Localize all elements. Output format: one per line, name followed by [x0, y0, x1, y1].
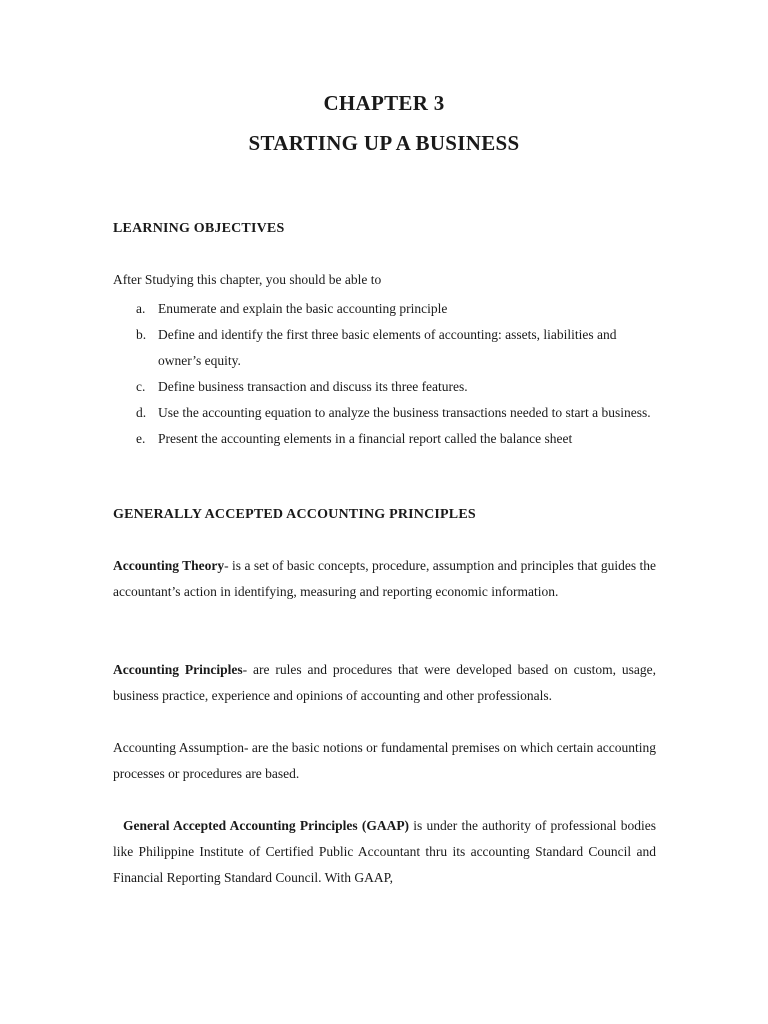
- objective-text: Define and identify the first three basic elements of accounting: assets, liabilities and owner’s equity.: [158, 327, 617, 368]
- objective-marker: a.: [136, 301, 146, 316]
- objective-item: [113, 400, 658, 426]
- objective-item: [113, 322, 658, 374]
- accounting-theory-term: Accounting Theory: [113, 558, 225, 573]
- objective-text: Use the accounting equation to analyze the business transactions needed to start a business.: [158, 405, 651, 420]
- accounting-assumption-paragraph: Accounting Assumption- are the basic notions or fundamental premises on which certain accounting processes or procedures are based.: [113, 740, 656, 781]
- chapter-title: STARTING UP A BUSINESS: [248, 131, 520, 155]
- objectives-list: [113, 296, 658, 452]
- objective-item: [113, 296, 658, 322]
- objective-marker: b.: [136, 327, 147, 342]
- accounting-principles-term: Accounting Principles: [113, 662, 243, 677]
- accounting-principles-paragraph: [113, 657, 656, 709]
- chapter-number: CHAPTER 3: [323, 91, 445, 115]
- gaap-term: General Accepted Accounting Principles (GAAP): [123, 818, 410, 833]
- gaap-paragraph: [113, 813, 656, 891]
- accounting-theory-paragraph: [113, 553, 656, 605]
- objective-marker: d.: [136, 405, 147, 420]
- objective-text: Enumerate and explain the basic accounting principle: [158, 301, 448, 316]
- objective-item: [113, 426, 658, 452]
- gaap-definition: is under the authority of professional bodies like Philippine Institute of Certified Public Accountant thru its accounting Standard Council and Financial Reporting Standard Council. With GAAP,: [113, 818, 656, 885]
- objectives-intro: After Studying this chapter, you should be able to: [113, 272, 382, 287]
- gaap-heading: GENERALLY ACCEPTED ACCOUNTING PRINCIPLES: [113, 507, 476, 522]
- objective-marker: c.: [136, 379, 146, 394]
- objective-text: Present the accounting elements in a financial report called the balance sheet: [158, 431, 573, 446]
- accounting-principles-definition: - are rules and procedures that were developed based on custom, usage, business practice, experience and opinions of accounting and other professionals.: [113, 662, 656, 703]
- learning-objectives-heading: LEARNING OBJECTIVES: [113, 221, 285, 236]
- accounting-theory-definition: - is a set of basic concepts, procedure, assumption and principles that guides the accountant’s action in identifying, measuring and reporting economic information.: [113, 558, 656, 599]
- objective-text: Define business transaction and discuss its three features.: [158, 379, 468, 394]
- objective-item: [113, 374, 658, 400]
- objective-marker: e.: [136, 431, 146, 446]
